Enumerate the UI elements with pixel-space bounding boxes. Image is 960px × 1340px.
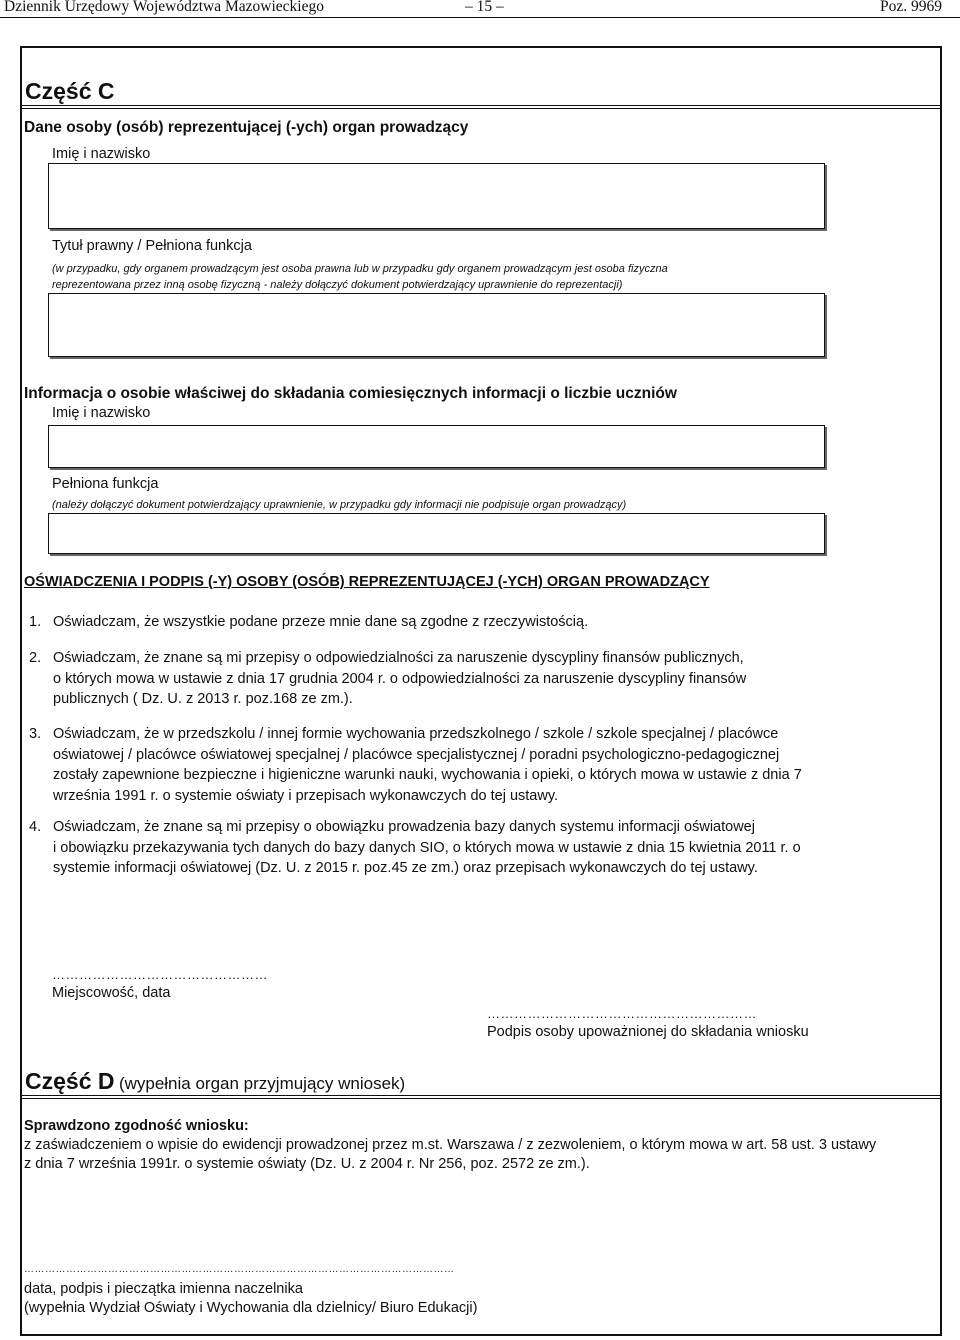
declaration-4 (29, 817, 909, 881)
representative-section-title: Dane osoby (osób) reprezentującej (-ych) organ prowadzący (24, 119, 469, 136)
declaration-number: 2. (29, 650, 42, 666)
info-name-input-box[interactable] (48, 425, 825, 468)
part-c-divider (22, 105, 942, 109)
checked-line-2: z dnia 7 września 1991r. o systemie oświaty (Dz. U. z 2004 r. Nr 256, poz. 2572 ze zm.). (24, 1156, 590, 1172)
signature-label: Podpis osoby upoważnionej do składania wniosku (487, 1024, 809, 1040)
place-date-label: Miejscowość, data (52, 985, 171, 1001)
declaration-line: publicznych ( Dz. U. z 2013 r. poz.168 ze zm.). (53, 691, 353, 707)
declaration-line: o których mowa w ustawie z dnia 17 grudnia 2004 r. o odpowiedzialności za naruszenie dyscypliny finansów (53, 670, 747, 687)
declaration-number: 4. (29, 819, 42, 835)
legal-title-note-2: reprezentowana przez inną osobę fizyczną - należy dołączyć dokument potwierdzający uprawnienie do reprezentacji) (52, 279, 623, 291)
info-name-label: Imię i nazwisko (52, 405, 151, 421)
officer-sign-label: data, podpis i pieczątka imienna naczelnika (24, 1281, 303, 1297)
position-number: Poz. 9969 (880, 0, 942, 15)
declaration-line: i obowiązku przekazywania tych danych do bazy danych SIO, o których mowa w ustawie z dnia 15 kwietnia 2011 r. o (53, 839, 801, 856)
declaration-1 (29, 612, 909, 634)
declaration-line: Oświadczam, że w przedszkolu / innej formie wychowania przedszkolnego / szkole / szkole specjalnej / placówce (53, 726, 779, 742)
officer-sign-dots: …………………………………………………………………………………………………………… (24, 1264, 455, 1275)
legal-title-note-1: (w przypadku, gdy organem prowadzącym jest osoba prawna lub w przypadku gdy organem prowadzącym jest osoba fizyczna (52, 263, 668, 275)
declarations-title: OŚWIADCZENIA I PODPIS (-Y) OSOBY (OSÓB) REPREZENTUJĄCEJ (-YCH) ORGAN PROWADZĄCY (24, 574, 710, 590)
checked-line-1: z zaświadczeniem o wpisie do ewidencji prowadzonej przez m.st. Warszawa / z zezwoleniem, o którym mowa w art. 58 ust. 3 ustawy (24, 1137, 877, 1153)
declaration-line: oświatowej / placówce oświatowej specjalnej / placówce specjalistycznej / poradni psychologiczno-pedagogicznej (53, 746, 780, 763)
declaration-number: 1. (29, 614, 42, 630)
part-d-divider (22, 1095, 942, 1099)
part-d-heading (25, 1068, 405, 1095)
signature-dots: …………………………………………………… (487, 1006, 757, 1021)
info-function-label: Pełniona funkcja (52, 476, 159, 492)
name-input-box[interactable] (48, 163, 825, 229)
declaration-3 (29, 724, 909, 808)
place-date-dots: ………………………………………… (52, 967, 268, 982)
declaration-line: Oświadczam, że znane są mi przepisy o obowiązku prowadzenia bazy danych systemu informacji oświatowej (53, 819, 755, 835)
part-d-title: Część D (25, 1068, 115, 1094)
info-function-note: (należy dołączyć dokument potwierdzający uprawnienie, w przypadku gdy informacji nie podpisuje organ prowadzący) (52, 499, 627, 511)
page-number: – 15 – (465, 0, 504, 15)
declaration-line: zostały zapewnione bezpieczne i higieniczne warunki nauki, wychowania i opieki, o których mowa w ustawie z dnia 7 (53, 767, 802, 783)
header-rule (0, 17, 960, 18)
declaration-line: Oświadczam, że znane są mi przepisy o odpowiedzialności za naruszenie dyscypliny finansów publicznych, (53, 650, 744, 666)
part-c-title: Część C (25, 78, 115, 104)
info-person-section-title: Informacja o osobie właściwej do składania comiesięcznych informacji o liczbie uczniów (24, 385, 677, 402)
declaration-line: września 1991 r. o systemie oświaty i przepisach wykonawczych do tej ustawy. (53, 787, 559, 804)
declaration-2 (29, 648, 909, 712)
name-label: Imię i nazwisko (52, 146, 151, 162)
officer-sign-note: (wypełnia Wydział Oświaty i Wychowania dla dzielnicy/ Biuro Edukacji) (24, 1300, 478, 1316)
legal-title-label: Tytuł prawny / Pełniona funkcja (52, 238, 252, 254)
declaration-line: systemie informacji oświatowej (Dz. U. z 2015 r. poz.45 ze zm.) oraz przepisach wykonawczych do tej ustawy. (53, 860, 758, 876)
part-d-subtitle: (wypełnia organ przyjmujący wniosek) (118, 1074, 406, 1093)
checked-title: Sprawdzono zgodność wniosku: (24, 1118, 249, 1134)
legal-title-input-box[interactable] (48, 293, 825, 357)
declaration-number: 3. (29, 726, 42, 742)
info-function-input-box[interactable] (48, 513, 825, 554)
journal-title: Dziennik Urzędowy Województwa Mazowieckiego (4, 0, 324, 15)
declaration-line: Oświadczam, że wszystkie podane przeze mnie dane są zgodne z rzeczywistością. (53, 614, 589, 630)
